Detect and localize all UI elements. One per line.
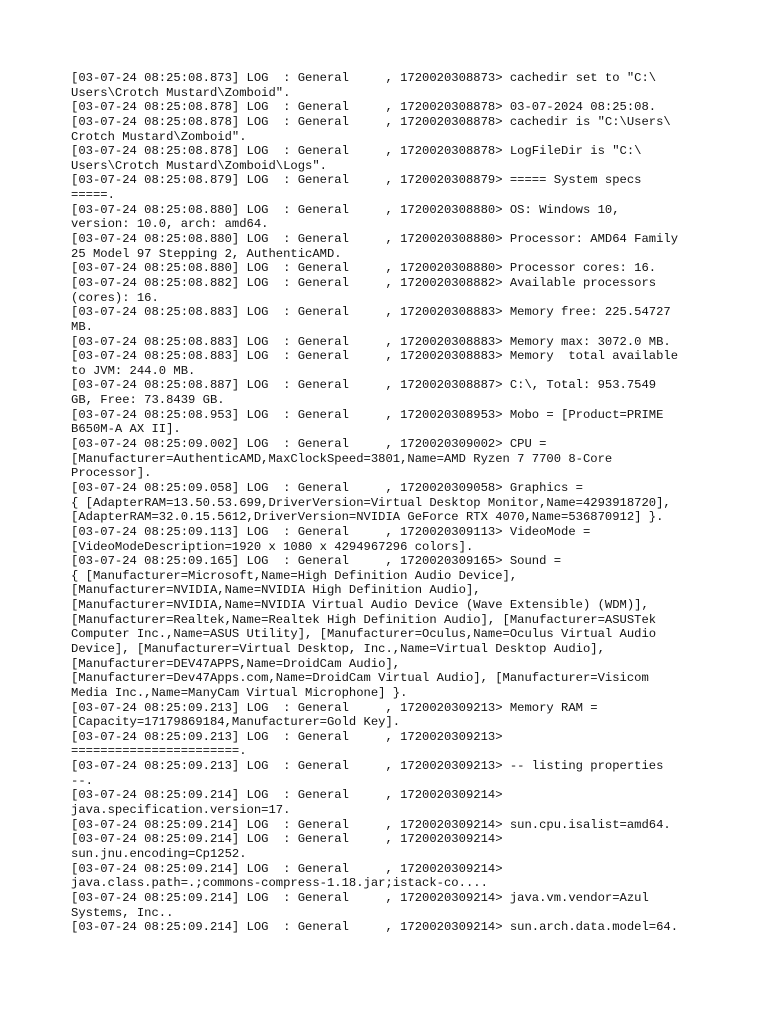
log-line: [03-07-24 08:25:09.165] LOG : General , 1720020309165> Sound = [71,554,562,569]
log-line: [03-07-24 08:25:08.887] LOG : General , 1720020308887> C:\, Total: 953.7549 [71,378,657,393]
log-line: version: 10.0, arch: amd64. [71,217,269,232]
log-line: [03-07-24 08:25:09.213] LOG : General , 1720020309213> [71,729,503,744]
log-line: B650M-A AX II]. [71,422,181,437]
log-line: Computer Inc.,Name=ASUS Utility], [Manufacturer=Oculus,Name=Oculus Virtual Audio [71,627,657,642]
log-line: [AdapterRAM=32.0.15.5612,DriverVersion=NVIDIA GeForce RTX 4070,Name=536870912] }. [71,510,664,525]
log-line: { [AdapterRAM=13.50.53.699,DriverVersion=Virtual Desktop Monitor,Name=4293918720], [71,495,671,510]
log-line: [Manufacturer=DEV47APPS,Name=DroidCam Audio], [71,656,401,671]
log-line: Media Inc.,Name=ManyCam Virtual Microphone] }. [71,685,408,700]
log-line: [03-07-24 08:25:08.873] LOG : General , 1720020308873> cachedir set to "C:\ [71,71,657,85]
log-line: [03-07-24 08:25:09.113] LOG : General , 1720020309113> VideoMode = [71,524,591,539]
log-line: [Manufacturer=NVIDIA,Name=NVIDIA High Definition Audio], [71,583,481,598]
log-line: [03-07-24 08:25:09.213] LOG : General , 1720020309213> -- listing properties [71,759,664,774]
log-line: Crotch Mustard\Zomboid". [71,129,247,144]
log-line: [Manufacturer=Realtek,Name=Realtek High Definition Audio], [Manufacturer=ASUSTek [71,612,657,627]
log-line: Users\Crotch Mustard\Zomboid\Logs". [71,158,327,173]
log-line: [03-07-24 08:25:09.214] LOG : General , 1720020309214> sun.arch.data.model=64. [71,920,679,935]
log-line: [VideoModeDescription=1920 x 1080 x 4294967296 colors]. [71,539,474,554]
log-line: [03-07-24 08:25:09.214] LOG : General , 1720020309214> java.vm.vendor=Azul [71,890,649,905]
log-line: [03-07-24 08:25:08.882] LOG : General , 1720020308882> Available processors [71,275,657,290]
log-line: [03-07-24 08:25:08.883] LOG : General , 1720020308883> Memory max: 3072.0 MB. [71,334,671,349]
log-line: [03-07-24 08:25:09.214] LOG : General , 1720020309214> sun.cpu.isalist=amd64. [71,817,671,832]
log-line: [03-07-24 08:25:08.878] LOG : General , 1720020308878> 03-07-2024 08:25:08. [71,100,657,115]
log-line: MB. [71,319,93,334]
log-line: --. [71,773,93,788]
log-line: Systems, Inc.. [71,905,174,920]
log-line: Processor]. [71,466,152,481]
log-line: [Manufacturer=AuthenticAMD,MaxClockSpeed=3801,Name=AMD Ryzen 7 7700 8-Core [71,451,613,466]
log-line: [03-07-24 08:25:08.878] LOG : General , 1720020308878> LogFileDir is "C:\ [71,144,642,159]
log-line: sun.jnu.encoding=Cp1252. [71,846,247,861]
log-line: [03-07-24 08:25:08.883] LOG : General , 1720020308883> Memory free: 225.54727 [71,305,671,320]
log-line: Device], [Manufacturer=Virtual Desktop, Inc.,Name=Virtual Desktop Audio], [71,641,605,656]
log-line: [03-07-24 08:25:08.880] LOG : General , 1720020308880> OS: Windows 10, [71,202,620,217]
log-line: [03-07-24 08:25:08.880] LOG : General , 1720020308880> Processor cores: 16. [71,261,657,276]
log-text [71,71,711,935]
log-line: Users\Crotch Mustard\Zomboid". [71,85,291,100]
log-line: java.specification.version=17. [71,803,291,818]
log-line: [03-07-24 08:25:09.214] LOG : General , 1720020309214> [71,861,503,876]
log-line: =====. [71,188,115,203]
log-line: to JVM: 244.0 MB. [71,363,196,378]
log-line: [03-07-24 08:25:08.880] LOG : General , 1720020308880> Processor: AMD64 Family [71,232,679,247]
log-line: [Manufacturer=NVIDIA,Name=NVIDIA Virtual Audio Device (Wave Extensible) (WDM)], [71,598,649,613]
log-line: [03-07-24 08:25:09.214] LOG : General , 1720020309214> [71,832,503,847]
log-line: [Manufacturer=Dev47Apps.com,Name=DroidCam Virtual Audio], [Manufacturer=Visicom [71,671,649,686]
log-line: { [Manufacturer=Microsoft,Name=High Definition Audio Device], [71,568,518,583]
log-line: [03-07-24 08:25:09.214] LOG : General , 1720020309214> [71,788,503,803]
log-line: [03-07-24 08:25:08.883] LOG : General , 1720020308883> Memory total available [71,349,679,364]
log-line: [03-07-24 08:25:08.879] LOG : General , 1720020308879> ===== System specs [71,173,642,188]
log-line: GB, Free: 73.8439 GB. [71,393,225,408]
log-line: [03-07-24 08:25:08.878] LOG : General , 1720020308878> cachedir is "C:\Users\ [71,114,671,129]
log-line: [03-07-24 08:25:09.002] LOG : General , 1720020309002> CPU = [71,437,547,452]
log-line: =======================. [71,744,247,759]
log-line: [03-07-24 08:25:09.213] LOG : General , 1720020309213> Memory RAM = [71,700,598,715]
log-line: [03-07-24 08:25:08.953] LOG : General , 1720020308953> Mobo = [Product=PRIME [71,407,664,422]
log-line: (cores): 16. [71,290,159,305]
log-line: java.class.path=.;commons-compress-1.18.jar;istack-co.... [71,876,488,891]
log-line: 25 Model 97 Stepping 2, AuthenticAMD. [71,246,342,261]
log-line: [03-07-24 08:25:09.058] LOG : General , 1720020309058> Graphics = [71,480,583,495]
log-line: [Capacity=17179869184,Manufacturer=Gold Key]. [71,715,401,730]
